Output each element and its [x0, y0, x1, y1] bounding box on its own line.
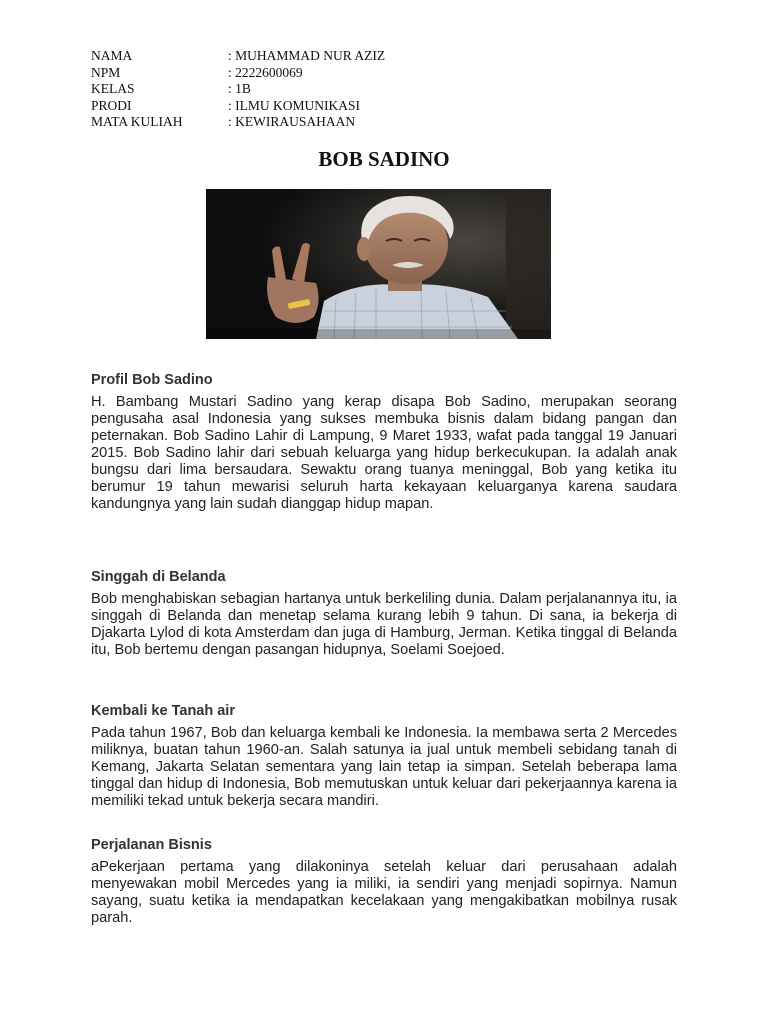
section-perjalanan-bisnis [91, 836, 677, 927]
identity-row-kelas [91, 81, 385, 98]
section-heading: Perjalanan Bisnis [91, 837, 212, 853]
section-heading: Kembali ke Tanah air [91, 703, 235, 719]
identity-value: : 1B [228, 81, 251, 97]
section-profil [91, 371, 677, 513]
portrait-illustration [206, 189, 551, 339]
student-identity-table [91, 48, 385, 131]
identity-label: PRODI [91, 97, 132, 113]
identity-row-prodi [91, 98, 385, 115]
identity-value: : MUHAMMAD NUR AZIZ [228, 48, 386, 63]
document-title: BOB SADINO [318, 147, 450, 171]
identity-value: : 2222600069 [228, 64, 303, 80]
identity-label: MATA KULIAH [91, 114, 183, 130]
identity-row-mata-kuliah [91, 114, 385, 131]
identity-label: NAMA [91, 48, 133, 63]
section-body: H. Bambang Mustari Sadino yang kerap disapa Bob Sadino, merupakan seorang pengusaha asal Indonesia yang sukses membuka bisnis dalam bidang pangan dan peternakan. Bob Sadino Lahir di Lampung, 9 Maret 1933, wafat pada tanggal 19 Januari 2015. Bob Sadino lahir dari sebuah keluarga yang hidup berkecukupan. Ia adalah anak bungsu dari lima bersaudara. Sewaktu orang tuanya meninggal, Bob yang ketika itu berumur 19 tahun mewarisi seluruh harta kekayaan keluarganya karena saudara kandungnya yang lain sudah dianggap hidup mapan. [91, 394, 677, 512]
identity-value: : KEWIRAUSAHAAN [228, 114, 356, 130]
section-body: Pada tahun 1967, Bob dan keluarga kembali ke Indonesia. Ia membawa serta 2 Mercedes miliknya, buatan tahun 1960-an. Salah satunya ia jual untuk membeli sebidang tanah di Kemang, Jakarta Selatan sementara yang lain tetap ia simpan. Setelah beberapa lama tinggal dan hidup di Indonesia, Bob memutuskan untuk keluar dari pekerjaannya karena ia memiliki tekad untuk bekerja secara mandiri. [91, 725, 677, 809]
section-singgah [91, 568, 677, 659]
section-body: Bob menghabiskan sebagian hartanya untuk berkeliling dunia. Dalam perjalanannya itu, ia singgah di Belanda dan menetap selama kurang lebih 9 tahun. Di sana, ia bekerja di Djakarta Lylod di kota Amsterdam dan juga di Hamburg, Jerman. Ketika tinggal di Belanda itu, Bob bertemu dengan pasangan hidupnya, Soelami Soejoed. [91, 591, 677, 658]
identity-row-nama [91, 48, 385, 65]
section-heading: Profil Bob Sadino [91, 372, 213, 388]
identity-label: NPM [91, 64, 121, 80]
section-kembali [91, 702, 677, 810]
identity-row-npm [91, 65, 385, 82]
section-heading: Singgah di Belanda [91, 569, 226, 585]
identity-value: : ILMU KOMUNIKASI [228, 97, 360, 113]
portrait-photo [206, 189, 551, 339]
section-body: aPekerjaan pertama yang dilakoninya setelah keluar dari perusahaan adalah menyewakan mobil Mercedes yang ia miliki, ia sendiri yang menjadi sopirnya. Namun sayang, suatu ketika ia mendapatkan kecelakaan yang mengakibatkan mobilnya rusak parah. [91, 859, 677, 926]
identity-label: KELAS [91, 81, 135, 97]
